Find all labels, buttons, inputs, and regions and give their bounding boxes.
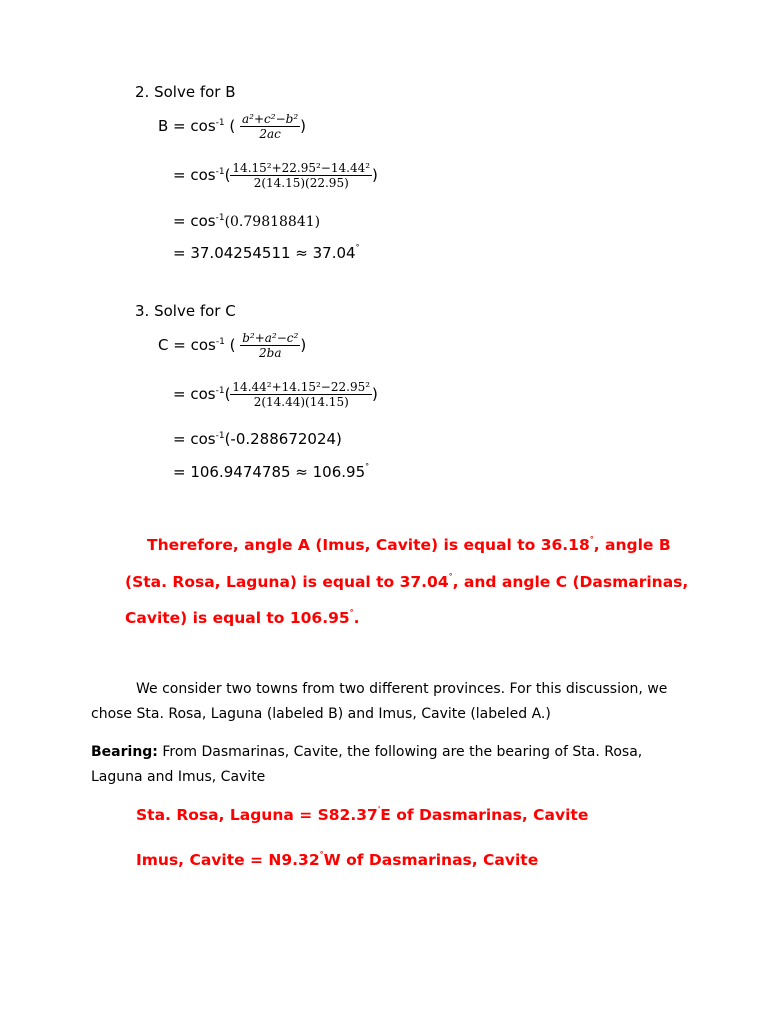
open-paren: ( — [224, 336, 236, 354]
section2-formula — [158, 112, 306, 141]
conclusion-text: Therefore, angle A (Imus, Cavite) is equal to 36.18 — [147, 536, 590, 554]
substitution-numerator: 14.44²+14.15²−22.95² — [232, 380, 371, 394]
formula-fraction — [240, 331, 300, 360]
formula-denominator: 2ba — [240, 345, 300, 360]
inverse-superscript: -1 — [215, 337, 225, 347]
section2-heading-text: 2. Solve for B — [135, 83, 236, 101]
inverse-superscript: -1 — [215, 213, 225, 223]
bearing-line-1 — [91, 741, 642, 764]
bearing-text: E of Dasmarinas, Cavite — [380, 806, 589, 824]
conclusion-text: Cavite) is equal to 106.95 — [125, 609, 350, 627]
paragraph-text: We consider two towns from two different provinces. For this discussion, we — [136, 681, 668, 697]
paragraph-text: chose Sta. Rosa, Laguna (labeled B) and Imus, Cavite (labeled A.) — [91, 706, 551, 722]
degree-symbol: ° — [448, 572, 453, 581]
section3-evaluation — [173, 430, 342, 448]
section3-formula — [158, 331, 306, 360]
section2-result — [173, 244, 360, 262]
inverse-superscript: -1 — [215, 386, 225, 396]
formula-lhs: C = cos — [158, 336, 216, 354]
bearing-text: Imus, Cavite = N9.32 — [136, 851, 320, 869]
formula-denominator: 2ac — [240, 126, 300, 141]
bearing-sta-rosa — [136, 806, 588, 824]
close-paren: ) — [300, 117, 306, 135]
eval-lhs: = cos — [173, 430, 216, 448]
close-paren: ) — [372, 166, 378, 184]
substitution-numerator: 14.15²+22.95²−14.44² — [232, 161, 371, 175]
section2-evaluation — [173, 212, 320, 230]
bearing-line-2 — [91, 766, 265, 789]
paragraph-text: Laguna and Imus, Cavite — [91, 769, 266, 785]
section2-substitution — [173, 161, 378, 190]
open-paren: ( — [224, 166, 231, 184]
conclusion-line-1 — [147, 536, 671, 554]
open-paren: ( — [224, 385, 231, 403]
bearing-imus — [136, 851, 538, 869]
inverse-superscript: -1 — [215, 167, 225, 177]
conclusion-text: , angle B — [593, 536, 671, 554]
inverse-superscript: -1 — [215, 118, 225, 128]
close-paren: ) — [300, 336, 307, 354]
degree-symbol: ° — [589, 535, 594, 544]
substitution-denominator: 2(14.15)(22.95) — [230, 175, 372, 190]
eval-lhs: = cos — [173, 212, 216, 230]
discussion-line-2 — [91, 703, 551, 726]
substitution-fraction — [230, 380, 372, 409]
close-paren: ) — [372, 385, 378, 403]
eval-argument: (0.79818841) — [224, 214, 321, 230]
open-paren: ( — [224, 117, 236, 135]
bearing-text: W of Dasmarinas, Cavite — [323, 851, 539, 869]
section3-heading — [135, 302, 236, 320]
result-text: = 37.04254511 ≈ 37.04 — [173, 244, 356, 262]
conclusion-line-2 — [125, 573, 688, 591]
section2-heading — [135, 83, 236, 101]
formula-fraction — [240, 112, 300, 141]
sub-lhs: = cos — [173, 385, 216, 403]
degree-symbol: ° — [355, 243, 360, 252]
substitution-denominator: 2(14.44)(14.15) — [230, 394, 372, 409]
degree-symbol: ° — [349, 608, 354, 617]
degree-symbol: ° — [319, 850, 324, 859]
section3-result — [173, 463, 369, 481]
discussion-line-1 — [136, 678, 667, 701]
conclusion-text: , and angle C (Dasmarinas, — [452, 573, 689, 591]
conclusion-line-3 — [125, 609, 360, 627]
formula-lhs: B = cos — [158, 117, 216, 135]
degree-symbol: ° — [365, 462, 370, 471]
substitution-fraction — [230, 161, 372, 190]
sub-lhs: = cos — [173, 166, 216, 184]
conclusion-text: (Sta. Rosa, Laguna) is equal to 37.04 — [125, 573, 449, 591]
formula-numerator: b²+a²−c² — [242, 331, 299, 345]
result-text: = 106.9474785 ≈ 106.95 — [173, 463, 366, 481]
eval-argument: (-0.288672024) — [224, 430, 342, 448]
section3-heading-text: 3. Solve for C — [135, 302, 236, 320]
section3-substitution — [173, 380, 378, 409]
minute-mark: ' — [377, 805, 381, 814]
bearing-label: Bearing: — [91, 744, 158, 760]
formula-numerator: a²+c²−b² — [242, 112, 299, 126]
inverse-superscript: -1 — [215, 431, 225, 441]
conclusion-text: . — [353, 609, 360, 627]
bearing-text: Sta. Rosa, Laguna = S82.37 — [136, 806, 378, 824]
paragraph-text: From Dasmarinas, Cavite, the following are the bearing of Sta. Rosa, — [157, 744, 643, 760]
